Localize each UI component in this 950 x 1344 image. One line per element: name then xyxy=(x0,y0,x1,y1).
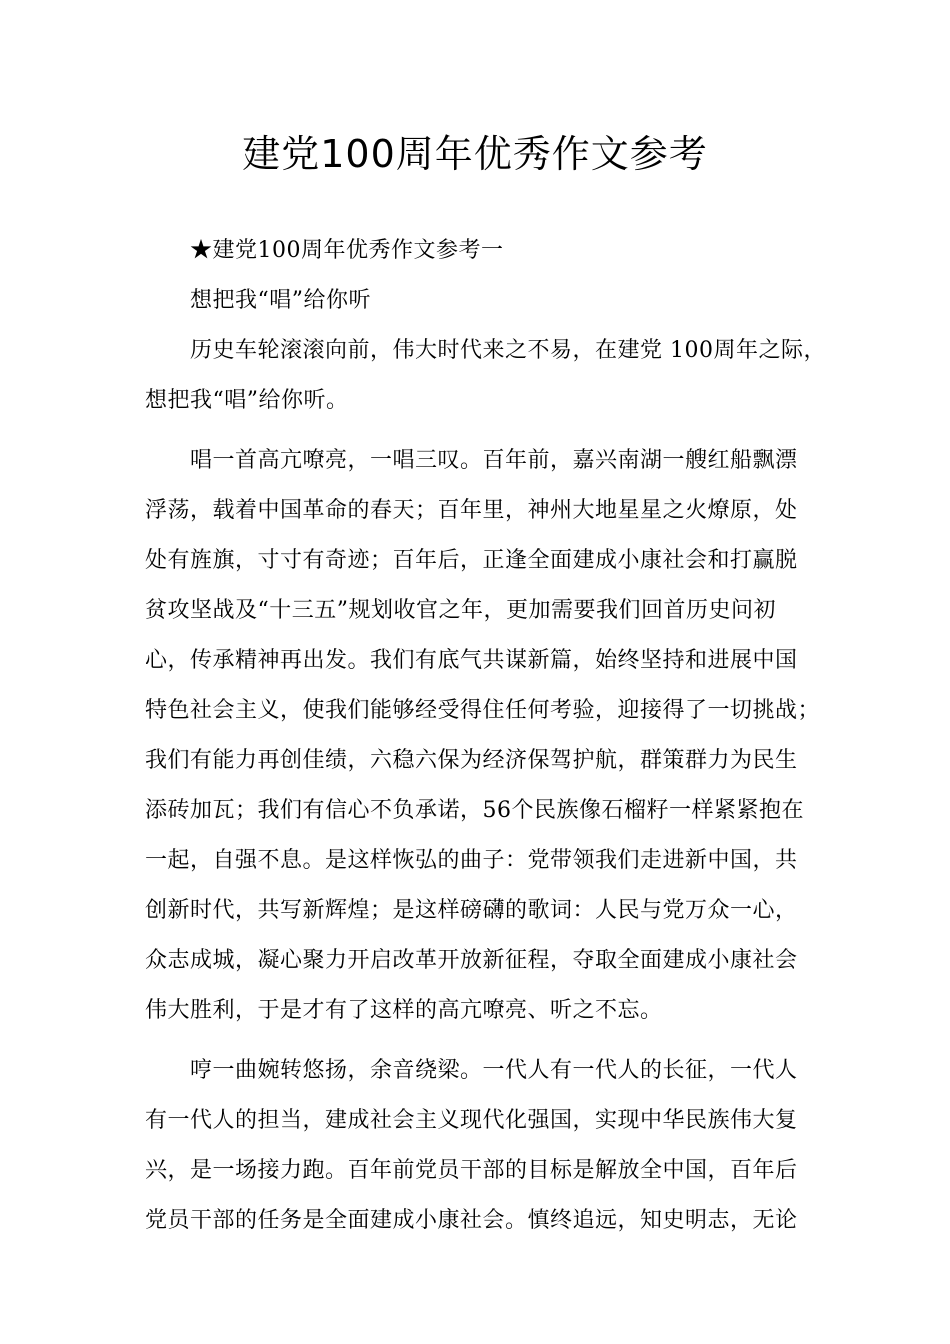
paragraph-line: 历史车轮滚滚向前，伟大时代来之不易，在建党 100周年之际， xyxy=(190,338,826,363)
paragraph-1 xyxy=(145,326,826,426)
section-heading: ★建党100周年优秀作文参考一 xyxy=(190,238,504,263)
paragraph-line: 有一代人的担当，建成社会主义现代化强国，实现中华民族伟大复 xyxy=(145,1108,798,1133)
document-title: 建党100周年优秀作文参考 xyxy=(242,132,708,176)
paragraph-3 xyxy=(145,1046,815,1246)
paragraph-2 xyxy=(145,436,821,1036)
document-body xyxy=(145,226,826,1246)
paragraph-line: 党员干部的任务是全面建成小康社会。慎终追远，知史明志，无论 xyxy=(145,1208,798,1233)
paragraph-line: 想把我“唱”给你听。 xyxy=(145,388,349,413)
paragraph-line: 贫攻坚战及“十三五”规划收官之年，更加需要我们回首历史问初 xyxy=(145,598,776,623)
paragraph-line: 哼一曲婉转悠扬，余音绕梁。一代人有一代人的长征，一代人 xyxy=(190,1058,798,1083)
paragraph-line: 伟大胜利，于是才有了这样的高亢嘹亮、听之不忘。 xyxy=(145,998,663,1023)
essay-subheading: 想把我“唱”给你听 xyxy=(190,288,371,313)
paragraph-line: 唱一首高亢嘹亮，一唱三叹。百年前，嘉兴南湖一艘红船飘漂 xyxy=(190,448,798,473)
paragraph-line: 众志成城，凝心聚力开启改革开放新征程，夺取全面建成小康社会 xyxy=(145,948,798,973)
paragraph-line: 一起，自强不息。是这样恢弘的曲子：党带领我们走进新中国，共 xyxy=(145,848,798,873)
paragraph-line: 特色社会主义，使我们能够经受得住任何考验，迎接得了一切挑战； xyxy=(145,698,821,723)
paragraph-line: 添砖加瓦；我们有信心不负承诺，56个民族像石榴籽一样紧紧抱在 xyxy=(145,798,804,823)
paragraph-line: 我们有能力再创佳绩，六稳六保为经济保驾护航，群策群力为民生 xyxy=(145,748,798,773)
paragraph-line: 创新时代，共写新辉煌；是这样磅礴的歌词：人民与党万众一心， xyxy=(145,898,798,923)
paragraph-line: 处有旌旗，寸寸有奇迹；百年后，正逢全面建成小康社会和打赢脱 xyxy=(145,548,798,573)
paragraph-line: 心，传承精神再出发。我们有底气共谋新篇，始终坚持和进展中国 xyxy=(145,648,798,673)
paragraph-line: 浮荡，载着中国革命的春天；百年里，神州大地星星之火燎原，处 xyxy=(145,498,798,523)
paragraph-line: 兴，是一场接力跑。百年前党员干部的目标是解放全中国，百年后 xyxy=(145,1158,798,1183)
